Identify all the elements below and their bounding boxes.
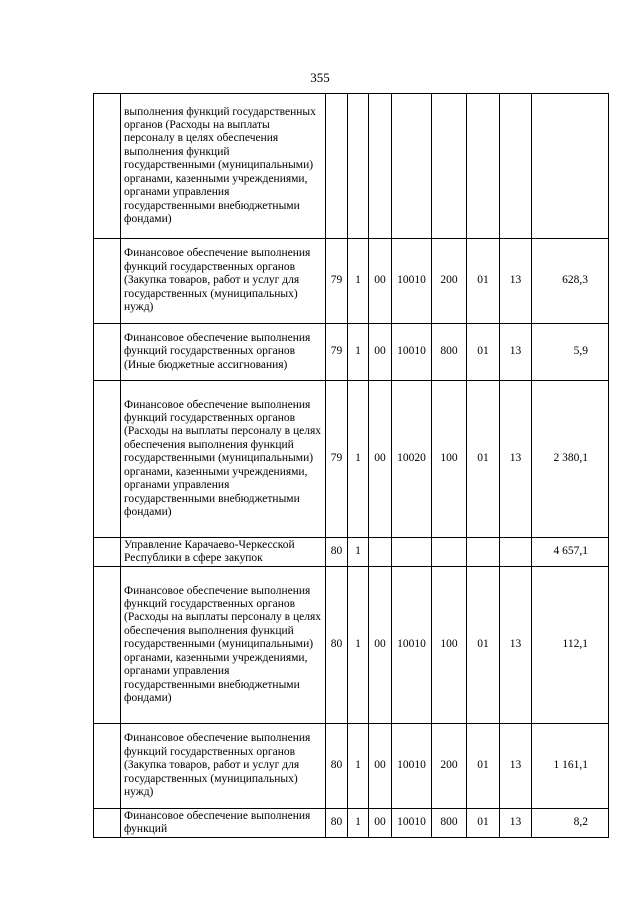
code-expense-type-cell: 800 <box>432 809 467 838</box>
row-name-cell: выполнения функций государственных органов (Расходы на выплаты персоналу в целях обеспечения выполнения функций государственными (муниципальными) органами, казенными учреждениями, органами управления государственными внебюджетными фондами) <box>121 94 326 239</box>
row-name-cell: Финансовое обеспечение выполнения функций государственных органов (Закупка товаров, работ и услуг для государственных (муниципальных) нужд) <box>121 724 326 809</box>
code-expense-type-cell: 200 <box>432 239 467 324</box>
row-number-cell <box>94 381 121 538</box>
code-article-cell: 10010 <box>392 567 432 724</box>
code-program-cell: 00 <box>369 239 392 324</box>
code-subsection-cell: 13 <box>500 567 532 724</box>
code-admin-cell: 79 <box>326 239 348 324</box>
code-admin-cell: 79 <box>326 381 348 538</box>
code-admin-cell: 80 <box>326 724 348 809</box>
table-row <box>94 324 609 381</box>
amount-cell: 628,3 <box>532 239 609 324</box>
table-row <box>94 538 609 567</box>
page-number: 355 <box>310 70 330 85</box>
code-section-sub-cell: 01 <box>467 239 500 324</box>
row-name-cell: Финансовое обеспечение выполнения функций государственных органов (Расходы на выплаты персоналу в целях обеспечения выполнения функций государственными (муниципальными) органами, казенными учреждениями, органами управления государственными внебюджетными фондами) <box>121 567 326 724</box>
code-section-sub-cell: 01 <box>467 724 500 809</box>
code-article-cell: 10020 <box>392 381 432 538</box>
code-article-cell <box>392 94 432 239</box>
row-number-cell <box>94 94 121 239</box>
code-article-cell: 10010 <box>392 809 432 838</box>
code-section-cell <box>348 94 369 239</box>
code-section-sub-cell <box>467 538 500 567</box>
code-section-sub-cell <box>467 94 500 239</box>
code-section-sub-cell: 01 <box>467 324 500 381</box>
amount-cell: 4 657,1 <box>532 538 609 567</box>
row-number-cell <box>94 567 121 724</box>
code-expense-type-cell: 100 <box>432 567 467 724</box>
amount-cell: 1 161,1 <box>532 724 609 809</box>
table-row <box>94 94 609 239</box>
amount-cell: 8,2 <box>532 809 609 838</box>
code-subsection-cell <box>500 94 532 239</box>
amount-cell: 5,9 <box>532 324 609 381</box>
table-row <box>94 724 609 809</box>
row-number-cell <box>94 809 121 838</box>
amount-cell <box>532 94 609 239</box>
code-article-cell: 10010 <box>392 239 432 324</box>
code-admin-cell: 80 <box>326 567 348 724</box>
row-number-cell <box>94 724 121 809</box>
code-admin-cell: 80 <box>326 809 348 838</box>
table-row <box>94 809 609 838</box>
code-subsection-cell: 13 <box>500 809 532 838</box>
code-subsection-cell: 13 <box>500 381 532 538</box>
code-subsection-cell: 13 <box>500 324 532 381</box>
code-expense-type-cell: 100 <box>432 381 467 538</box>
code-section-cell: 1 <box>348 567 369 724</box>
code-section-cell: 1 <box>348 538 369 567</box>
code-article-cell: 10010 <box>392 324 432 381</box>
row-name-cell: Управление Карачаево-Черкесской Республики в сфере закупок <box>121 538 326 567</box>
table-row <box>94 567 609 724</box>
code-expense-type-cell <box>432 538 467 567</box>
code-expense-type-cell: 800 <box>432 324 467 381</box>
budget-table <box>93 93 609 838</box>
code-admin-cell: 79 <box>326 324 348 381</box>
code-section-cell: 1 <box>348 239 369 324</box>
row-name-cell: Финансовое обеспечение выполнения функций государственных органов (Закупка товаров, работ и услуг для государственных (муниципальных) нужд) <box>121 239 326 324</box>
code-admin-cell <box>326 94 348 239</box>
code-program-cell: 00 <box>369 324 392 381</box>
code-section-cell: 1 <box>348 724 369 809</box>
code-expense-type-cell <box>432 94 467 239</box>
table-row <box>94 381 609 538</box>
code-program-cell: 00 <box>369 809 392 838</box>
code-program-cell: 00 <box>369 381 392 538</box>
table-row <box>94 239 609 324</box>
code-program-cell: 00 <box>369 724 392 809</box>
code-program-cell: 00 <box>369 567 392 724</box>
code-subsection-cell: 13 <box>500 239 532 324</box>
code-article-cell <box>392 538 432 567</box>
code-program-cell <box>369 94 392 239</box>
amount-cell: 112,1 <box>532 567 609 724</box>
code-section-sub-cell: 01 <box>467 381 500 538</box>
code-section-sub-cell: 01 <box>467 567 500 724</box>
table-body <box>94 94 609 838</box>
row-name-cell: Финансовое обеспечение выполнения функций <box>121 809 326 838</box>
code-section-cell: 1 <box>348 809 369 838</box>
row-number-cell <box>94 538 121 567</box>
row-number-cell <box>94 239 121 324</box>
code-subsection-cell: 13 <box>500 724 532 809</box>
row-name-cell: Финансовое обеспечение выполнения функций государственных органов (Расходы на выплаты персоналу в целях обеспечения выполнения функций государственными (муниципальными) органами, казенными учреждениями, органами управления государственными внебюджетными фондами) <box>121 381 326 538</box>
code-subsection-cell <box>500 538 532 567</box>
row-name-cell: Финансовое обеспечение выполнения функций государственных органов (Иные бюджетные ассигнования) <box>121 324 326 381</box>
amount-cell: 2 380,1 <box>532 381 609 538</box>
code-section-sub-cell: 01 <box>467 809 500 838</box>
code-admin-cell: 80 <box>326 538 348 567</box>
code-article-cell: 10010 <box>392 724 432 809</box>
code-expense-type-cell: 200 <box>432 724 467 809</box>
row-number-cell <box>94 324 121 381</box>
code-section-cell: 1 <box>348 324 369 381</box>
code-program-cell <box>369 538 392 567</box>
code-section-cell: 1 <box>348 381 369 538</box>
